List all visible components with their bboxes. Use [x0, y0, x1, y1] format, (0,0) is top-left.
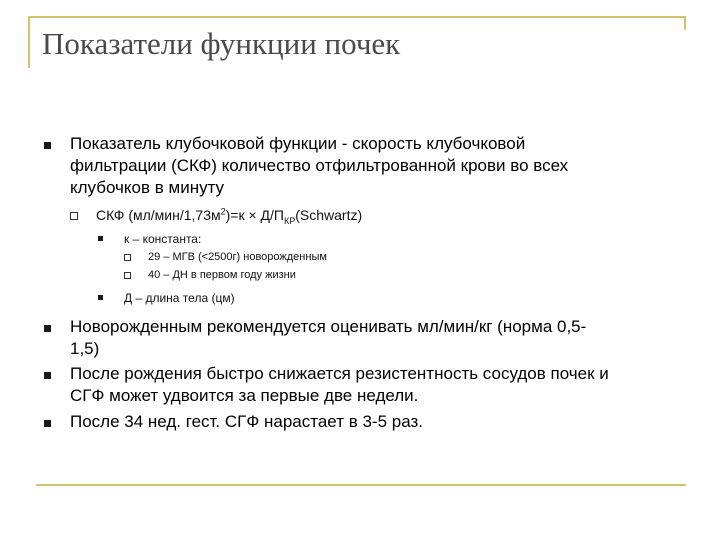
hollow-square-bullet-icon	[70, 212, 78, 220]
formula-pre: СКФ (мл/мин/1,73м	[96, 207, 221, 223]
bullet-square-icon	[44, 420, 51, 427]
formula-sup: 2	[220, 206, 226, 217]
bullet-3-line-1: После рождения быстро снижается резистентность сосудов почек и	[70, 364, 609, 383]
bullet-1-line-3: клубочков в минуту	[70, 178, 225, 197]
bullet-4-line-1: После 34 нед. гест. СГФ нарастает в 3-5 раз.	[70, 412, 423, 431]
formula-post: (Schwartz)	[295, 207, 363, 223]
hollow-square-bullet-icon	[124, 254, 131, 261]
bullet-2-line-1: Новорожденным рекомендуется оценивать мл/мин/кг (норма 0,5-	[70, 317, 587, 336]
formula-text	[96, 206, 362, 224]
frame-right-line	[684, 16, 686, 30]
formula-sub: КР	[283, 215, 296, 226]
bullet-2-line-2: 1,5)	[70, 339, 100, 358]
bullet-square-icon	[44, 142, 51, 149]
k-item-1: 29 – МГВ (<2500г) новорожденным	[148, 251, 327, 263]
k-item-2: 40 – ДН в первом году жизни	[148, 269, 296, 281]
frame-left-line	[28, 16, 30, 68]
bullet-1-line-2: фильтрации (СКФ) количество отфильтрованной крови во всех	[70, 156, 569, 175]
bullet-square-icon	[44, 325, 51, 332]
frame-top-line	[28, 16, 686, 18]
bullet-square-icon	[44, 372, 51, 379]
slide-title: Показатели функции почек	[42, 26, 401, 61]
bullet-3-line-2: СГФ может удвоится за первые две недели.	[70, 386, 419, 405]
formula-mid: )=к × Д/П	[225, 207, 284, 223]
k-constant-label: к – константа:	[124, 232, 202, 246]
hollow-square-bullet-icon	[124, 272, 131, 279]
bullet-square-icon	[98, 236, 103, 241]
bullet-1-line-1: Показатель клубочковой функции - скорость клубочковой	[70, 134, 526, 153]
bullet-square-icon	[98, 295, 103, 300]
d-length-label: Д – длина тела (цм)	[124, 291, 235, 305]
frame-bottom-line	[36, 484, 686, 486]
